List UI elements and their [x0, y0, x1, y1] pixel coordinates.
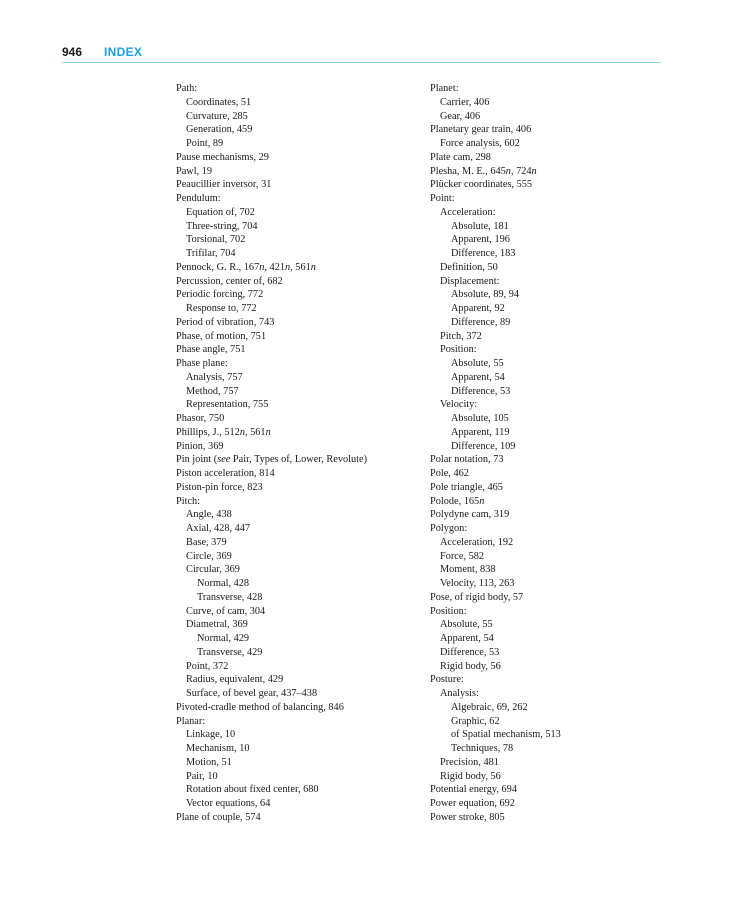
index-entry: Pivoted-cradle method of balancing, 846	[176, 701, 344, 713]
index-subentry: Position:	[440, 344, 477, 356]
index-column-right	[430, 82, 670, 825]
index-entry: Periodic forcing, 772	[176, 289, 264, 301]
index-subentry: Circle, 369	[186, 550, 232, 562]
index-entry: Phase angle, 751	[176, 344, 246, 356]
index-subentry: Curvature, 285	[186, 110, 248, 122]
index-subentry: Apparent, 119	[451, 426, 510, 438]
index-entry: Planar:	[176, 715, 206, 727]
index-subentry: Algebraic, 69, 262	[451, 701, 528, 713]
index-subentry: Motion, 51	[186, 756, 232, 768]
index-entry: Pennock, G. R., 167n, 421n, 561n	[176, 261, 316, 273]
page-number: 946	[62, 45, 83, 59]
index-subentry: Method, 757	[186, 385, 239, 397]
index-entry: Potential energy, 694	[430, 784, 517, 796]
index-subentry: Gear, 406	[440, 110, 481, 122]
index-entry: Path:	[176, 83, 198, 94]
index-subentry: Base, 379	[186, 536, 227, 548]
index-subentry: Vector equations, 64	[186, 798, 271, 809]
index-subentry: Difference, 53	[440, 646, 500, 658]
index-entry: Plesha, M. E., 645n, 724n	[430, 165, 537, 177]
section-title: INDEX	[104, 45, 143, 59]
index-subentry: Equation of, 702	[186, 206, 255, 218]
index-subentry: Rotation about fixed center, 680	[186, 784, 319, 796]
index-entry: Pinion, 369	[176, 440, 224, 452]
index-subentry: Absolute, 55	[440, 619, 493, 631]
index-subentry: Analysis, 757	[186, 371, 243, 383]
index-subentry: Surface, of bevel gear, 437–438	[186, 688, 318, 699]
index-subentry: Circular, 369	[186, 564, 240, 576]
index-entry: Polydyne cam, 319	[430, 509, 510, 521]
index-entry: Plücker coordinates, 555	[430, 179, 533, 191]
index-entry: Posture:	[430, 674, 464, 686]
index-subentry: Radius, equivalent, 429	[186, 674, 284, 686]
index-entry: Polygon:	[430, 523, 468, 534]
index-subentry: Curve, of cam, 304	[186, 605, 266, 617]
index-entry: Phase plane:	[176, 358, 228, 369]
index-subentry: Transverse, 429	[197, 646, 263, 658]
index-subentry: Transverse, 428	[197, 591, 263, 603]
index-subentry: Diametral, 369	[186, 619, 248, 631]
index-entry: Period of vibration, 743	[176, 316, 275, 328]
index-subentry: Normal, 428	[197, 578, 250, 589]
index-entry: Pendulum:	[176, 193, 221, 204]
index-entry: Pawl, 19	[176, 165, 213, 177]
index-subentry: Moment, 838	[440, 564, 496, 576]
index-subentry: Acceleration, 192	[440, 536, 514, 548]
index-subentry: Velocity, 113, 263	[440, 578, 515, 589]
index-entry: Pitch:	[176, 495, 201, 507]
index-subentry: Difference, 109	[451, 440, 516, 452]
index-subentry: of Spatial mechanism, 513	[451, 729, 561, 741]
index-subentry: Apparent, 196	[451, 234, 510, 246]
index-entry: Planetary gear train, 406	[430, 124, 532, 136]
index-subentry: Rigid body, 56	[440, 770, 501, 782]
index-entry: Position:	[430, 605, 467, 617]
index-subentry: Definition, 50	[440, 261, 498, 273]
index-entry: Power equation, 692	[430, 798, 515, 809]
index-subentry: Displacement:	[440, 275, 500, 287]
index-entry: Phase, of motion, 751	[176, 330, 267, 342]
index-subentry: Acceleration:	[440, 206, 496, 218]
index-entry: Phasor, 750	[176, 413, 225, 424]
index-subentry: Force analysis, 602	[440, 138, 520, 149]
index-entry: Peaucillier inversor, 31	[176, 179, 272, 191]
index-entry: Planet:	[430, 83, 459, 94]
index-subentry: Point, 372	[186, 660, 229, 672]
running-header	[62, 44, 661, 63]
index-subentry: Linkage, 10	[186, 729, 236, 741]
index-subentry: Techniques, 78	[451, 743, 514, 754]
index-entry: Plate cam, 298	[430, 151, 491, 163]
index-subentry: Three-string, 704	[186, 220, 258, 232]
index-subentry: Graphic, 62	[451, 715, 500, 727]
index-subentry: Carrier, 406	[440, 96, 490, 108]
index-subentry: Analysis:	[440, 688, 479, 699]
index-entry: Piston acceleration, 814	[176, 468, 275, 479]
index-subentry: Difference, 53	[451, 385, 511, 397]
index-subentry: Absolute, 55	[451, 358, 504, 369]
index-entry: Pole, 462	[430, 468, 469, 479]
index-entry: Pose, of rigid body, 57	[430, 591, 524, 603]
index-subentry: Absolute, 105	[451, 413, 509, 424]
index-subentry: Representation, 755	[186, 399, 269, 411]
index-entry: Polar notation, 73	[430, 454, 504, 466]
index-entry: Percussion, center of, 682	[176, 275, 283, 287]
index-entry: Polode, 165n	[430, 495, 485, 507]
index-subentry: Point, 89	[186, 138, 224, 149]
index-subentry: Rigid body, 56	[440, 660, 501, 672]
index-entry: Pin joint (see Pair, Types of, Lower, Revolute)	[176, 454, 368, 466]
index-subentry: Apparent, 92	[451, 303, 505, 314]
index-subentry: Pitch, 372	[440, 330, 482, 342]
index-subentry: Apparent, 54	[451, 371, 505, 383]
index-entry: Plane of couple, 574	[176, 811, 261, 823]
index-subentry: Precision, 481	[440, 756, 499, 768]
index-subentry: Absolute, 89, 94	[451, 289, 520, 301]
index-entry: Point:	[430, 193, 455, 204]
index-subentry: Force, 582	[440, 550, 485, 562]
index-subentry: Difference, 183	[451, 248, 516, 259]
index-subentry: Generation, 459	[186, 124, 253, 136]
index-entry: Phillips, J., 512n, 561n	[176, 426, 271, 438]
index-subentry: Apparent, 54	[440, 633, 494, 644]
index-subentry: Velocity:	[440, 399, 478, 411]
index-subentry: Mechanism, 10	[186, 743, 250, 754]
index-subentry: Absolute, 181	[451, 220, 509, 232]
index-subentry: Pair, 10	[186, 770, 218, 782]
index-entry: Power stroke, 805	[430, 811, 505, 823]
index-column-left	[176, 82, 416, 825]
index-subentry: Response to, 772	[186, 303, 257, 314]
index-subentry: Torsional, 702	[186, 234, 246, 246]
index-subentry: Difference, 89	[451, 316, 511, 328]
index-entry: Piston-pin force, 823	[176, 481, 263, 493]
index-entry: Pause mechanisms, 29	[176, 151, 269, 163]
index-subentry: Trifilar, 704	[186, 248, 236, 259]
index-subentry: Axial, 428, 447	[186, 523, 251, 534]
index-subentry: Normal, 429	[197, 633, 250, 644]
index-subentry: Angle, 438	[186, 509, 232, 521]
index-entry: Pole triangle, 465	[430, 481, 503, 493]
index-subentry: Coordinates, 51	[186, 96, 252, 108]
